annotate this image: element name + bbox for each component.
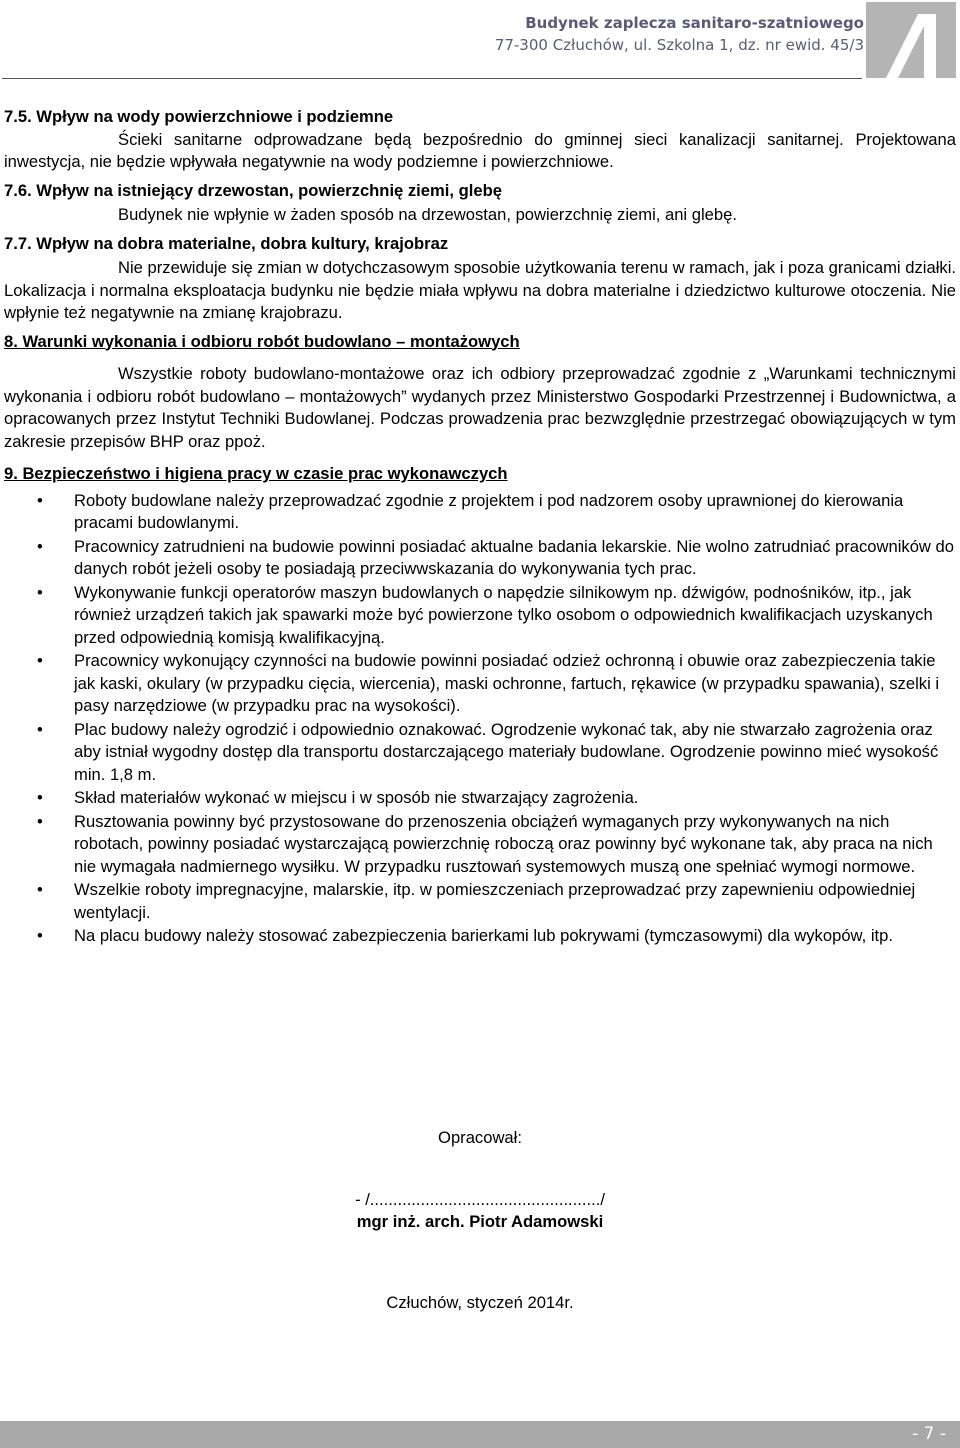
safety-list — [0, 490, 960, 948]
section-7-5-heading: 7.5. Wpływ na wody powierzchniowe i podziemne — [4, 107, 394, 126]
signature-label: Opracował: — [438, 1128, 522, 1147]
list-item: • Skład materiałów wykonać w miejscu i w sposób nie stwarzający zagrożenia. — [0, 787, 960, 810]
bullet: • — [37, 788, 43, 807]
list-item: • Pracownicy zatrudnieni na budowie powinni posiadać aktualne badania lekarskie. Nie wolno zatrudniać pracowników do danych robót jeżeli osoby te posiadają przeciwwskazania do wykonywania tych prac. — [37, 536, 954, 578]
section-8-heading: 8. Warunki wykonania i odbioru robót budowlano – montażowych — [4, 331, 520, 351]
section-8-text: Wszystkie roboty budowlano-montażowe oraz ich odbiory przeprowadzać zgodnie z „Warunkami technicznymi wykonania i odbioru robót budowlano – montażowych” wydanych przez Ministerstwo Gospodarki Przestrzennej i Budownictwa, a opracowanych przez Instytut Techniki Budowlanej. Podczas prowadzenia prac bezwzględnie przestrzegać obowiązujących w tym zakresie przepisów BHP oraz ppoż. — [4, 364, 956, 451]
section-7-5-text: Ścieki sanitarne odprowadzane będą bezpośrednio do gminnej sieci kanalizacji sanitarnej. Projektowana inwestycja, nie będzie wpływała negatywnie na wody podziemne i powierzchniowe. — [4, 129, 956, 171]
header-divider — [2, 78, 862, 79]
author-name: mgr inż. arch. Piotr Adamowski — [356, 1212, 604, 1231]
list-item: • Rusztowania powinny być przystosowane do przenoszenia obciążeń wymaganych przy wykonywanych na nich robotach, powinny posiadać wystarczającą powierzchnię roboczą oraz powinny być wykonane tak, aby praca na nich nie wymagała nadmiernego wysiłku. W przypadku rusztowań systemowych muszą one spełniać wymogi normowe. — [37, 811, 933, 876]
bullet: • — [37, 811, 43, 831]
page-number: - 7 - — [912, 1424, 946, 1444]
section-7-7-text: Nie przewiduje się zmian w dotychczasowym sposobie użytkowania terenu w ramach, jak i poza granicami działki. Lokalizacja i normalna eksploatacja budynku nie będzie miała wpływu na dobra materialne i dziedzictwo kulturowe otoczenia. Nie wpłynie też negatywnie na zmianę krajobrazu. — [4, 258, 956, 322]
section-9-heading: 9. Bezpieczeństwo i higiena pracy w czasie prac wykonawczych — [4, 464, 508, 483]
list-item: • Pracownicy wykonujący czynności na budowie powinni posiadać odzież ochronną i obuwie oraz zabezpieczenia takie jak kaski, okulary (w przypadku cięcia, wiercenia), maski ochronne, fartuch, rękawice (w przypadku spawania), szelki i pasy narzędziowe (w przypadku prac na wysokości). — [37, 651, 940, 715]
bullet: • — [37, 490, 43, 510]
bullet: • — [37, 926, 43, 945]
logo-a-icon — [866, 2, 956, 78]
list-item: • Plac budowy należy ogrodzić i odpowiednio oznakować. Ogrodzenie wykonać tak, aby nie stwarzało zagrożenia oraz aby istniał wygodny dostęp dla transportu dostarczającego materiały budowlane. Ogrodzenie powinno mieć wysokość min. 1,8 m. — [37, 719, 939, 784]
bullet: • — [37, 536, 43, 556]
section-7-7-heading: 7.7. Wpływ na dobra materialne, dobra kultury, krajobraz — [4, 233, 449, 253]
bullet: • — [37, 582, 43, 602]
list-item: • Wykonywanie funkcji operatorów maszyn budowlanych o napędzie silnikowym np. dźwigów, podnośników, itp., jak również urządzeń takich jak spawarki może być powierzone tylko osobom o odpowiednich kwalifikacjach uzyskanych przed odpowiednią komisją kwalifikacyjną. — [37, 582, 933, 647]
header-address: 77-300 Człuchów, ul. Szkolna 1, dz. nr ewid. 45/3 — [494, 36, 864, 54]
list-item: • Na placu budowy należy stosować zabezpieczenia barierkami lub pokrywami (tymczasowymi) dla wykopów, itp. — [0, 925, 960, 948]
header-title: Budynek zaplecza sanitaro-szatniowego — [525, 14, 864, 32]
page-header — [0, 0, 960, 82]
document-body — [0, 106, 960, 949]
place-date: Człuchów, styczeń 2014r. — [386, 1293, 574, 1312]
bullet: • — [37, 719, 43, 739]
list-item: • Wszelkie roboty impregnacyjne, malarskie, itp. w pomieszczeniach przeprowadzać przy zapewnieniu odpowiedniej wentylacji. — [37, 880, 916, 922]
list-item: • Roboty budowlane należy przeprowadzać zgodnie z projektem i pod nadzorem osoby uprawnionej do kierowania pracami budowlanymi. — [37, 490, 904, 532]
bullet: • — [37, 880, 43, 899]
header-text — [495, 12, 864, 56]
section-7-6-text: Budynek nie wpłynie w żaden sposób na drzewostan, powierzchnię ziemi, ani glebę. — [118, 205, 737, 224]
footer-bar — [0, 1421, 960, 1448]
signature-line: - /................................................../ — [355, 1190, 605, 1209]
section-7-6-heading: 7.6. Wpływ na istniejący drzewostan, powierzchnię ziemi, glebę — [4, 180, 502, 200]
bullet: • — [37, 651, 43, 670]
company-logo — [866, 2, 956, 78]
